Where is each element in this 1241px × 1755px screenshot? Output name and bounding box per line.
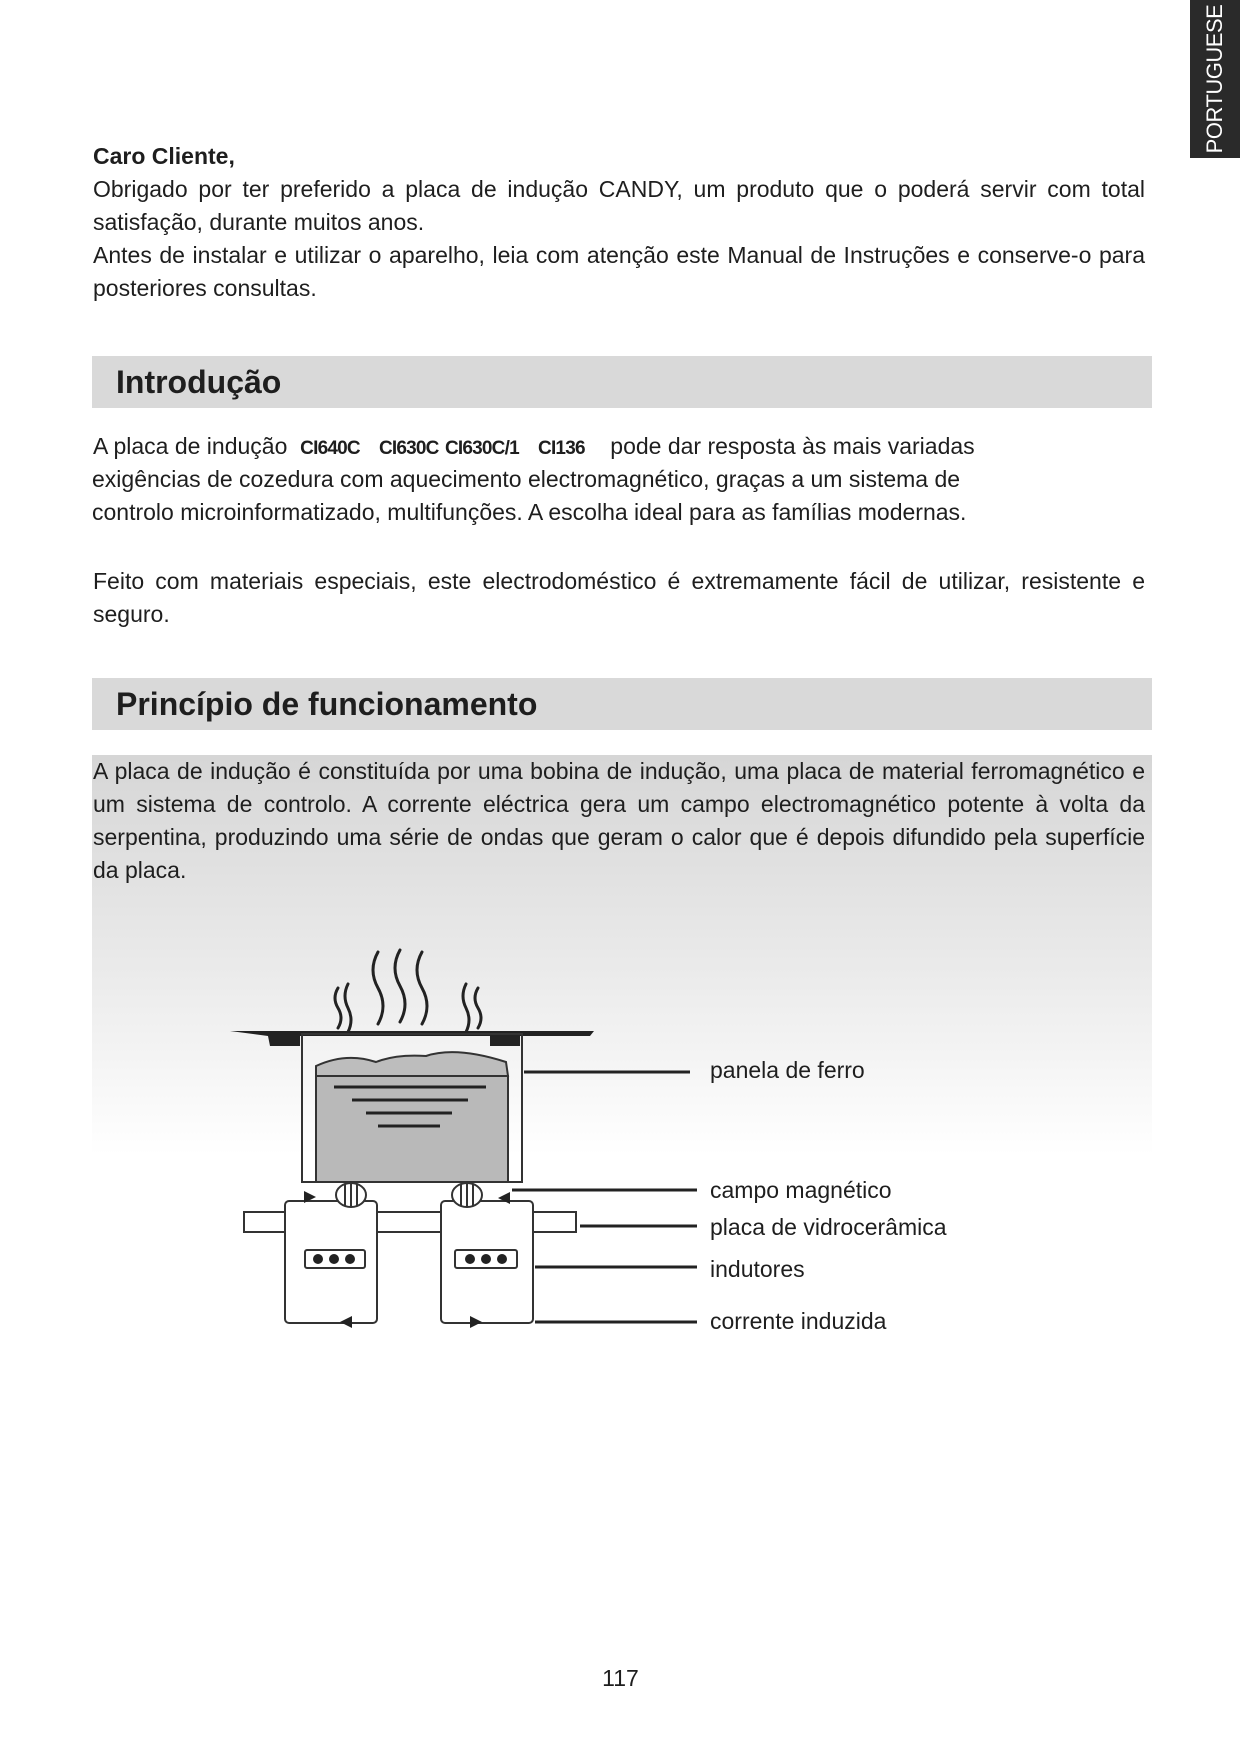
- label-magnetic-field: campo magnético: [710, 1177, 892, 1203]
- heat-waves-icon: [335, 950, 481, 1032]
- label-induced-current: corrente induzida: [710, 1308, 887, 1334]
- model-code: CI630C: [378, 438, 439, 459]
- intro-line-1-prefix: A placa de indução: [93, 433, 288, 459]
- intro-line-2: exigências de cozedura com aquecimento electromagnético, graças a um sistema de: [92, 466, 961, 492]
- leader-lines: [512, 1072, 697, 1322]
- section-title: Princípio de funcionamento: [116, 686, 538, 722]
- pan-icon: [230, 1031, 594, 1182]
- greeting: Caro Cliente,: [93, 143, 235, 169]
- page-number: 117: [602, 1665, 639, 1691]
- intro-line-3: controlo microinformatizado, multifunções. A escolha ideal para as famílias modernas.: [92, 499, 967, 525]
- intro-paragraph-1: Obrigado por ter preferido a placa de indução CANDY, um produto que o poderá servir com total satisfação, durante muitos anos.: [93, 176, 1145, 235]
- label-pan: panela de ferro: [710, 1057, 865, 1083]
- principle-paragraph: A placa de indução é constituída por uma bobina de indução, uma placa de material ferromagnético e um sistema de controlo. A corrente eléctrica gera um campo electromagnético potente à volta da serpentina, produzindo uma série de ondas que geram o calor que é depois difundido pela superfície da placa.: [93, 758, 1145, 883]
- label-glass-plate: placa de vidrocerâmica: [710, 1214, 947, 1240]
- inductor-icon: [285, 1183, 533, 1323]
- model-code: CI630C/1: [444, 438, 519, 459]
- intro-line-1-suffix: pode dar resposta às mais variadas: [610, 433, 975, 459]
- section-title: Introdução: [116, 364, 282, 400]
- model-code: CI136: [538, 438, 585, 459]
- model-code: CI640C: [300, 438, 360, 459]
- intro-paragraph-2: Antes de instalar e utilizar o aparelho, leia com atenção este Manual de Instruções e conserve-o para posteriores consultas.: [93, 242, 1145, 301]
- language-tab-label: PORTUGUESE: [1202, 4, 1227, 154]
- intro-paragraph-materials: Feito com materiais especiais, este electrodoméstico é extremamente fácil de utilizar, resistente e seguro.: [93, 568, 1145, 627]
- label-inductors: indutores: [710, 1256, 805, 1282]
